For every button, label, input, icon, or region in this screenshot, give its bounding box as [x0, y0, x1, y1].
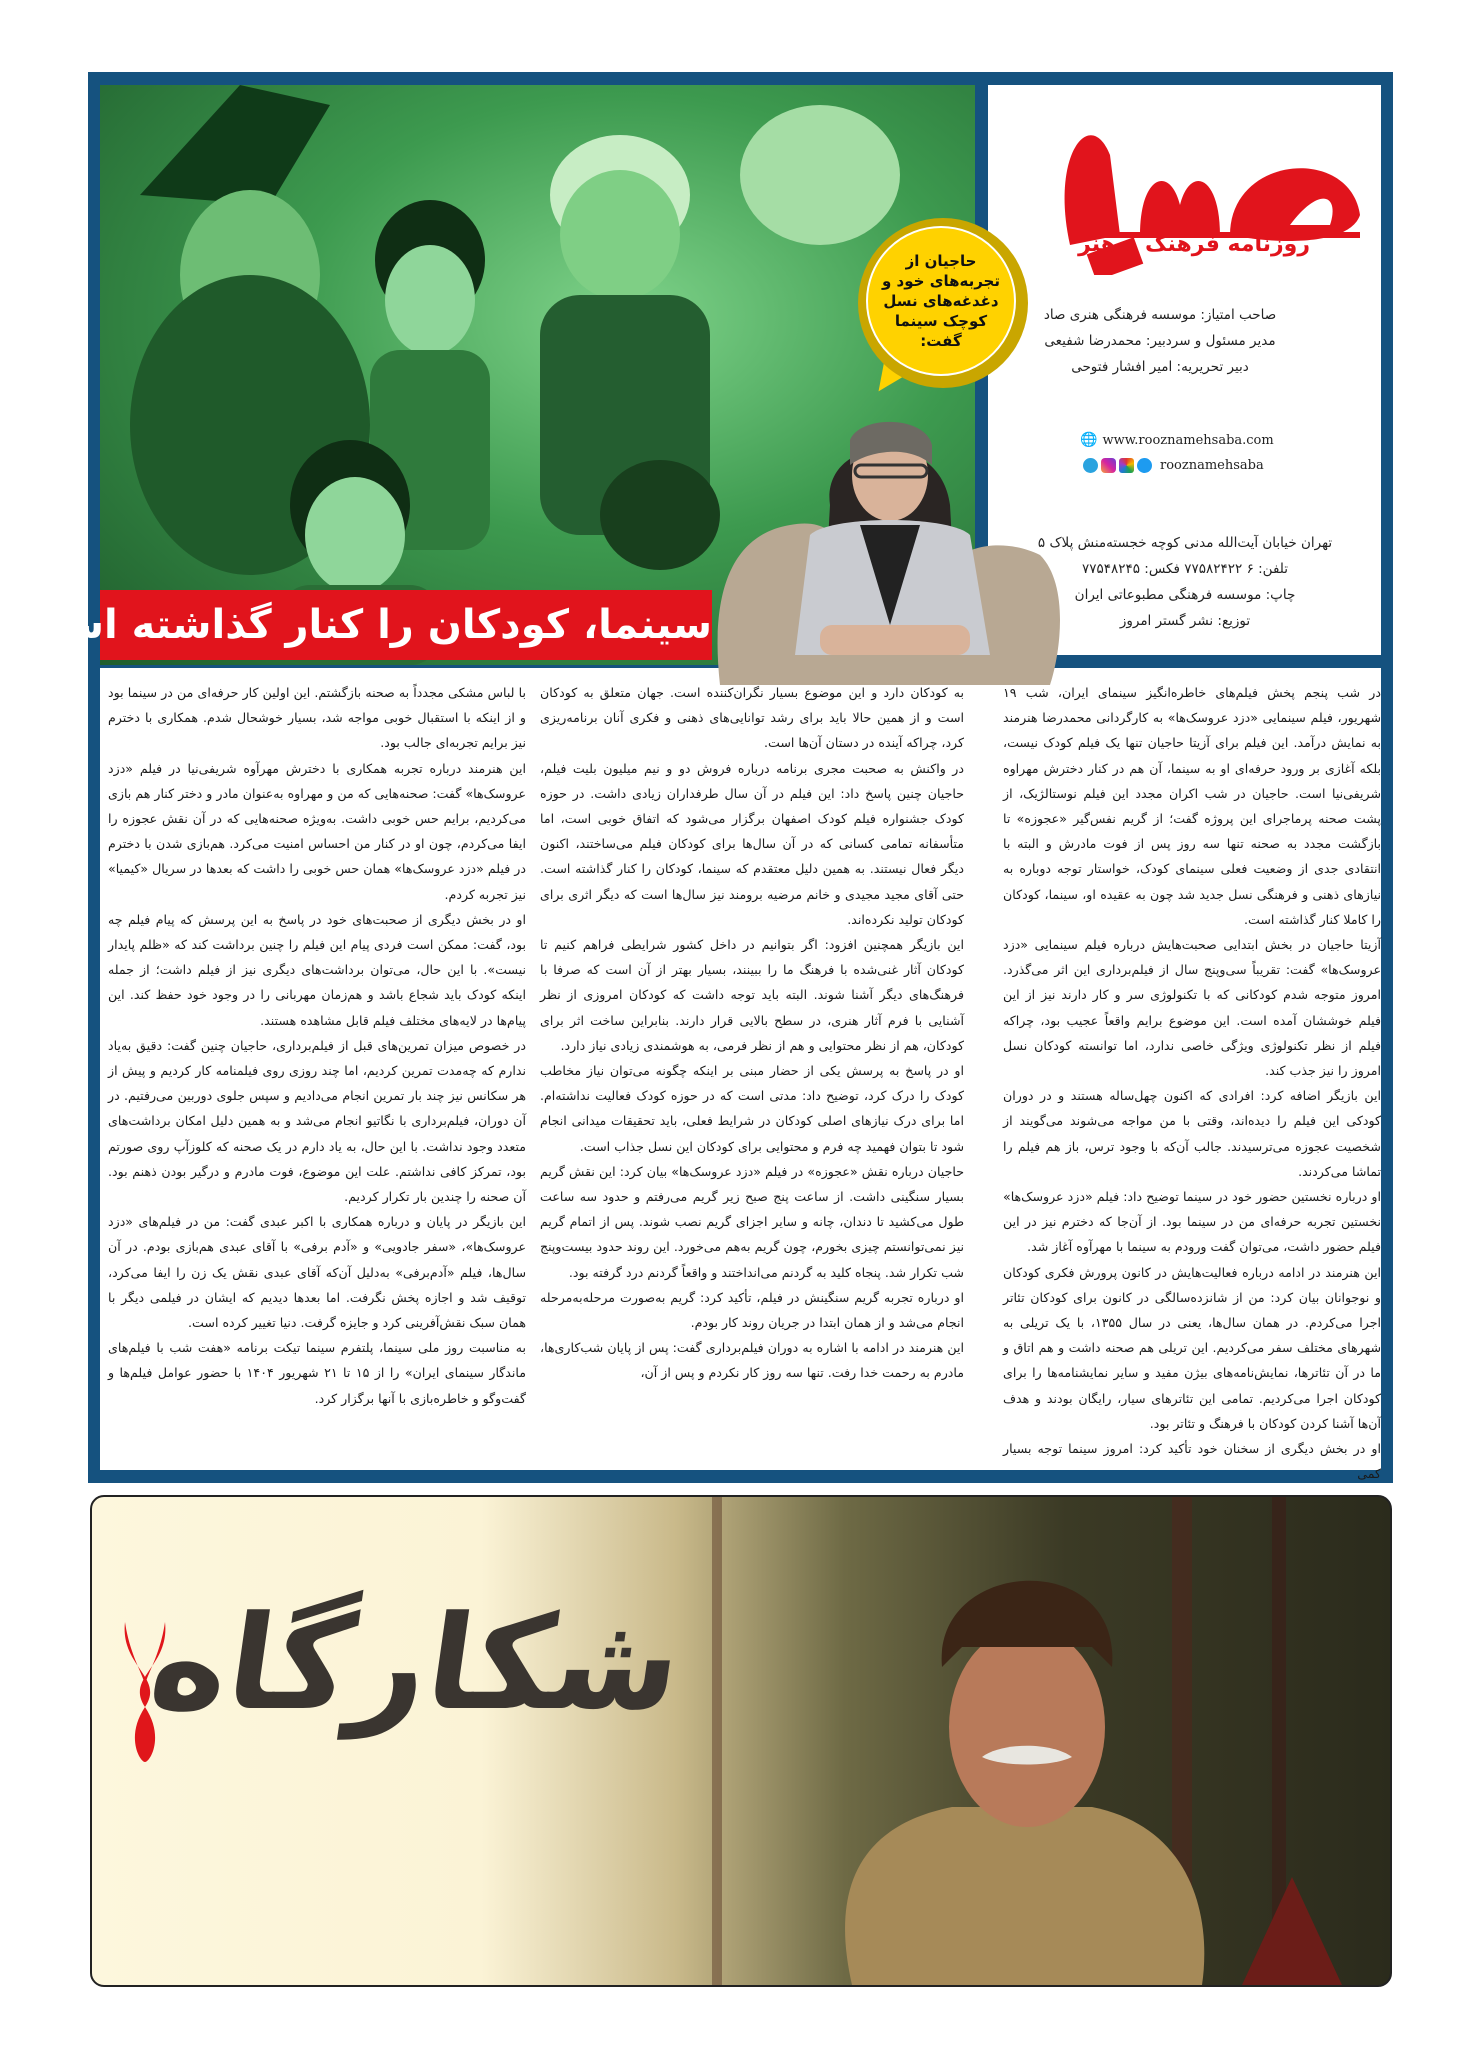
publisher-line: صاحب امتیاز: موسسه فرهنگی هنری صاد	[1043, 307, 1277, 323]
printer-line: چاپ: موسسه فرهنگی مطبوعاتی ایران	[1074, 587, 1296, 603]
article-column-3	[108, 680, 526, 1411]
managing-editor-line: دبیر تحریریه: امیر افشار فتوحی	[1071, 359, 1249, 375]
globe-icon: 🌐	[1080, 432, 1098, 448]
twitter-icon[interactable]	[1137, 458, 1152, 473]
address-line: تهران خیابان آیت‌الله مدنی کوچه خجسته‌منش پلاک ۵	[1037, 535, 1333, 551]
article-headline: سینما، کودکان را کنار گذاشته است	[100, 590, 712, 660]
paragraph: به کودکان دارد و این موضوع بسیار نگران‌کننده است. جهان متعلق به کودکان است و از همین حالا باید برای رشد توانایی‌های ذهنی و فکری آنان برنامه‌ریزی کرد، چراکه آینده در دستان آن‌ها است.	[540, 685, 964, 751]
paragraph: این بازیگر در پایان و درباره همکاری با اکبر عبدی گفت: من در فیلم‌های «دزد عروسک‌ها»، «سفر جادویی» و «آدم برفی» با آقای عبدی هم‌بازی بودم. در آن سال‌ها، فیلم «آدم‌برفی» به‌دلیل آن‌که آقای عبدی نقش یک زن را ایفا می‌کرد، توقیف شد و اجازه پخش نگرفت. اما بعدها دیدیم که ایشان در فیلمی دیگر با همان سبک نقش‌آفرینی کرد و جایزه گرفت. دنیا تغییر کرده است.	[108, 1214, 526, 1331]
paragraph: به مناسبت روز ملی سینما، پلتفرم سینما تیکت برنامه «هفت شب با فیلم‌های ماندگار سینمای ایران» را از ۱۵ تا ۲۱ شهریور ۱۴۰۴ با حضور عوامل فیلم‌ها و گفت‌وگو و خاطره‌بازی با آنها برگزار کرد.	[108, 1340, 526, 1406]
rubika-icon[interactable]	[1119, 458, 1134, 473]
paragraph: او در بخش دیگری از سخنان خود تأکید کرد: امروز سینما توجه بسیار کمی	[1003, 1441, 1381, 1482]
paragraph: او درباره تجربه گریم سنگینش در فیلم، تأکید کرد: گریم به‌صورت مرحله‌به‌مرحله انجام می‌شد و از همان ابتدا در جریان روند کار بودم.	[540, 1289, 964, 1331]
paragraph: این هنرمند در ادامه درباره فعالیت‌هایش در کانون پرورش فکری کودکان و نوجوانان بیان کرد: من از شانزده‌سالگی در کانون برای کودکان تئاتر اجرا می‌کردم. در همان سال‌ها، یعنی در سال ۱۳۵۵، با یک تریلی به شهرهای مختلف سفر می‌کردیم. این تریلی هم صحنه داشت و هم اتاق و ما در آن تئاترها، نمایش‌نامه‌های بیژن مفید و سایر نمایشنامه‌ها را برای کودکان اجرا می‌کردیم. تمامی این تئاترهای سیار، رایگان بودند و هدف آن‌ها آشنا کردن کودکان با فرهنگ و تئاتر بود.	[1003, 1264, 1381, 1431]
paragraph: او در بخش دیگری از صحبت‌های خود در پاسخ به این پرسش که پیام فیلم چه بود، گفت: ممکن است فردی پیام این فیلم را چنین برداشت کند که «ظلم پایدار نیست». با این حال، می‌توان برداشت‌های دیگری نیز از فیلم داشت؛ از جمله اینکه کودک باید شجاع باشد و هم‌زمان مهربانی را در وجود خود حفظ کند. این پیام‌ها در لایه‌های مختلف فیلم قابل مشاهده هستند.	[108, 911, 526, 1028]
social-row	[1083, 458, 1264, 473]
paragraph: حاجیان درباره نقش «عجوزه» در فیلم «دزد عروسک‌ها» بیان کرد: این نقش گریم بسیار سنگینی داشت. از ساعت پنج صبح زیر گریم می‌رفتم و حدود سه ساعت طول می‌کشید تا دندان، چانه و سایر اجزای گریم نصب شوند. پس از اتمام گریم نیز نمی‌توانستم چیزی بخورم، چون گریم به‌هم می‌خورد. این روند حدود بیست‌وپنج شب تکرار شد. پنجاه کلید به گردنم می‌انداختند و واقعاً گردنم درد گرفته بود.	[540, 1163, 964, 1280]
paragraph: آزیتا حاجیان در بخش ابتدایی صحبت‌هایش درباره فیلم سینمایی «دزد عروسک‌ها» گفت: تقریباً سی‌وپنج سال از فیلم‌برداری این اثر می‌گذرد. امروز متوجه شدم کودکانی که با تکنولوژی سر و کار دارند نیز از این فیلم خوششان آمده است. این موضوع برایم واقعاً عجیب بود، چراکه فیلم از نظر تکنولوژی ویژگی خاصی ندارد، اما توانسته کودکان نسل امروز را نیز جذب کند.	[1003, 937, 1381, 1079]
quote-callout	[858, 218, 1028, 388]
paragraph: در شب پنجم پخش فیلم‌های خاطره‌انگیز سینمای ایران، شب ۱۹ شهریور، فیلم سینمایی «دزد عروسک‌ها» به کارگردانی محمدرضا هنرمند به نمایش درآمد. این فیلم برای آزیتا حاجیان تنها یک فیلم کودک نیست، بلکه آغازی بر ورود حرفه‌ای او به سینما، آن هم در کنار دخترش مهراوه شریفی‌نیا است. حاجیان در شب اکران مجدد این فیلم نوستالژیک، از پشت صحنه پرماجرای این پروژه گفت؛ از گریم نفس‌گیر «عجوزه» تا بازگشت مجدد به صحنه تنها سه روز پس از فوت مادرش و البته با انتقادی جدی از وضعیت فعلی سینمای کودک، خواستار توجه دوباره به نیازهای ذهنی و فرهنگی نسل جدید شد چون به عقیده او، سینما، کودکان را کاملا کنار گذاشته است.	[1003, 685, 1381, 927]
ad-photo-hunter	[92, 1497, 1390, 1985]
paragraph: این بازیگر همچنین افزود: اگر بتوانیم در داخل کشور شرایطی فراهم کنیم تا کودکان آثار غنی‌شده با فرهنگ ما را ببینند، بسیار بهتر از آن است که صرفا با فرهنگ‌های دیگر آشنا شوند. البته باید توجه داشت که کودکان امروزی از نظر آشنایی با فرم آثار هنری، در سطح بالایی قرار دارند. بنابراین ساخت اثر برای کودکان، هم از نظر محتوایی و هم از نظر فرمی، به هوشمندی زیادی نیاز دارد.	[540, 937, 964, 1053]
phone-fax-line: تلفن: ۶ ۷۷۵۸۲۴۲۲ فکس: ۷۷۵۴۸۲۴۵	[1081, 561, 1289, 577]
website-row	[1080, 432, 1274, 448]
article-column-1	[1003, 680, 1381, 1487]
paragraph: در واکنش به صحبت مجری برنامه درباره فروش دو و نیم میلیون بلیت فیلم، حاجیان چنین پاسخ داد: این فیلم در آن سال طرفداران زیادی داشت. در حوزه کودک جشنواره فیلم کودک اصفهان برگزار می‌شود که اتفاق خوبی است، اما متأسفانه تمامی کسانی که در آن سال‌ها برای کودکان فیلم می‌ساختند، اکنون دیگر فعال نیستند. به همین دلیل معتقدم که سینما، کودکان را کنار گذاشته است. حتی آقای مجید مجیدی و خانم مرضیه برومند نیز سال‌ها است که دیگر اثری برای کودکان تولید نکرده‌اند.	[540, 760, 964, 927]
paragraph: در خصوص میزان تمرین‌های قبل از فیلم‌برداری، حاجیان چنین گفت: دقیق به‌یاد ندارم که چه‌مدت تمرین کردیم، اما چند روزی روی فیلمنامه کار کردیم و پیش از هر سکانس نیز چند بار تمرین انجام می‌دادیم و سپس جلوی دوربین می‌رفتیم. در آن دوران، فیلم‌برداری با نگاتیو انجام می‌شد و به همین دلیل امکان برداشت‌های متعدد وجود نداشت. با این حال، به یاد دارم در یک صحنه که کلوزآپ روی صورتم بود، تمرکز کافی نداشتم. علت این موضوع، فوت مادرم و درگیر بودن ذهنم بود. آن صحنه را چندین بار تکرار کردیم.	[108, 1037, 526, 1205]
website-link[interactable]: www.rooznamehsaba.com	[1102, 432, 1274, 448]
instagram-icon[interactable]	[1101, 458, 1116, 473]
interviewee-portrait	[700, 395, 1080, 685]
paragraph: این بازیگر اضافه کرد: افرادی که اکنون چهل‌ساله هستند و در دوران کودکی این فیلم را دیده‌اند، وقتی با من مواجه می‌شوند می‌گویند از شخصیت عجوزه می‌ترسیدند. جالب آن‌که با وجود ترس، باز هم فیلم را تماشا می‌کردند.	[1003, 1088, 1381, 1179]
paragraph: او درباره نخستین حضور خود در سینما توضیح داد: فیلم «دزد عروسک‌ها» نخستین تجربه حرفه‌ای من در سینما بود. از آن‌جا که دخترم نیز در این فیلم حضور داشت، می‌توان گفت ورودم به سینما با مهرآوه آغاز شد.	[1003, 1189, 1381, 1255]
telegram-icon[interactable]	[1083, 458, 1098, 473]
paragraph: او در پاسخ به پرسش یکی از حضار مبنی بر اینکه چگونه می‌توان نیاز مخاطب کودک را درک کرد، توضیح داد: مدتی است که در حوزه کودک فعالیت نداشته‌ام. اما برای درک نیازهای اصلی کودکان در شرایط فعلی، باید تحقیقات میدانی انجام شود تا بتوان فهمید چه فرم و محتوایی برای کودکان این نسل جذاب است.	[540, 1063, 964, 1154]
advertisement-banner[interactable]	[90, 1495, 1392, 1987]
masthead-tagline: روزنامه فرهنگ و هنر	[1078, 232, 1310, 257]
article-column-2	[540, 680, 964, 1386]
editor-in-chief-line: مدیر مسئول و سردبیر: محمدرضا شفیعی	[1044, 333, 1276, 349]
social-handle[interactable]: rooznamehsaba	[1160, 458, 1264, 473]
paragraph: این هنرمند در ادامه با اشاره به دوران فیلم‌برداری گفت: پس از پایان شب‌کاری‌ها، مادرم به رحمت خدا رفت. تنها سه روز کار نکردم و پس از آن،	[540, 1340, 964, 1381]
distribution-line: توزیع: نشر گستر امروز	[1119, 613, 1251, 629]
callout-text: حاجیان از تجربه‌های خود و دغدغه‌های نسل کوچک سینما گفت:	[866, 226, 1016, 376]
paragraph: این هنرمند درباره تجربه همکاری با دخترش مهرآوه شریفی‌نیا در فیلم «دزد عروسک‌ها» گفت: صحنه‌هایی که من و مهراوه به‌عنوان مادر و دختر کنار هم بازی می‌کردیم، برایم حس خوبی داشت. به‌ویژه صحنه‌هایی که در آن نقش عجوزه را ایفا می‌کردم، چون او در کنار من احساس امنیت می‌کرد. هم‌بازی شدن با دخترم در فیلم «دزد عروسک‌ها» همان حس خوبی را داشت که بعدها در سریال «کیمیا» نیز تجربه کردم.	[108, 760, 526, 902]
paragraph: با لباس مشکی مجدداً به صحنه بازگشتم. این اولین کار حرفه‌ای من در سینما بود و از اینکه با استقبال خوبی مواجه شد، بسیار خوشحال شدم. همکاری با دخترم نیز برایم تجربه‌ای جالب بود.	[108, 685, 526, 751]
masthead-credits	[1000, 302, 1320, 380]
ad-logo-title: شکارگاه	[141, 1587, 691, 1739]
